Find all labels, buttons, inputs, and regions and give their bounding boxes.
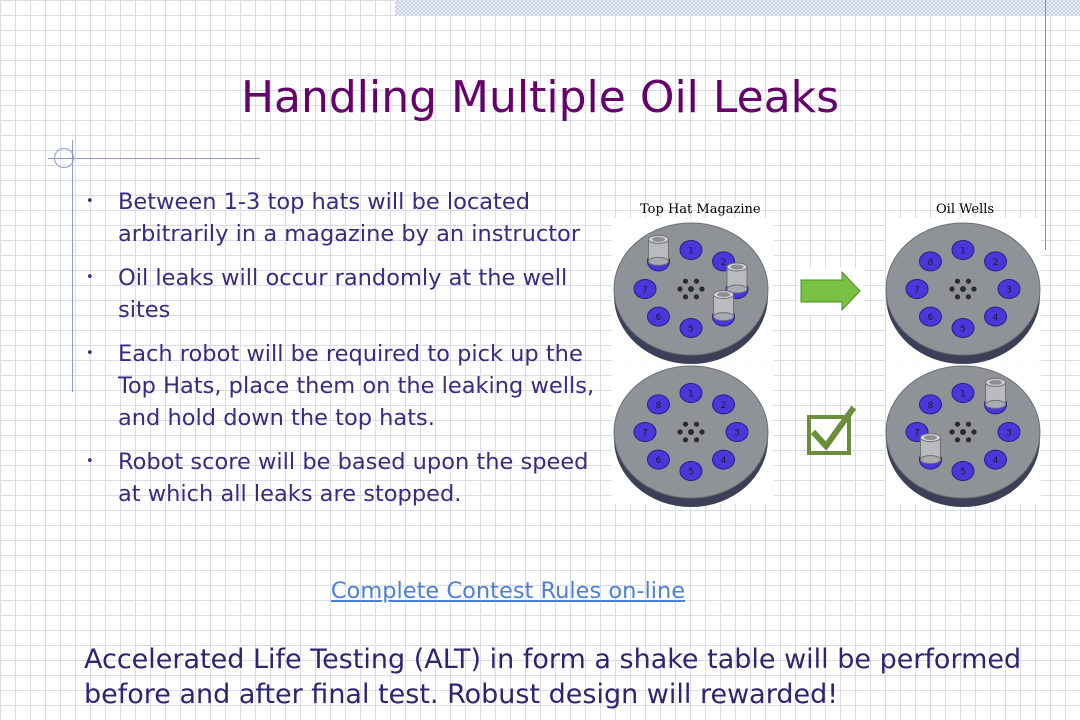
well-number: 8 xyxy=(655,400,662,411)
well-number: 4 xyxy=(992,313,999,324)
footer-statement: Accelerated Life Testing (ALT) in form a shake table will be performed before and after final test. Robust design will rewarded! xyxy=(84,644,1022,710)
bullet-text: Each robot will be required to pick up the Top Hats, place them on the leaking wells, and hold down the top hats. xyxy=(118,341,595,431)
slide-title: Handling Multiple Oil Leaks xyxy=(240,72,840,123)
well-number: 1 xyxy=(960,246,966,257)
well-number: 6 xyxy=(927,313,934,324)
well-number: 2 xyxy=(720,257,727,268)
well-number: 4 xyxy=(720,456,727,467)
bullet-text: Oil leaks will occur randomly at the well sites xyxy=(118,265,568,323)
well-number: 3 xyxy=(1006,285,1012,296)
well-number: 3 xyxy=(734,428,740,439)
bullet-dot: • xyxy=(86,454,94,469)
top-hat xyxy=(727,263,747,293)
oil-well-disk xyxy=(614,366,768,507)
bullet-dot: • xyxy=(86,194,94,209)
well-number: 1 xyxy=(960,389,966,400)
well-number: 7 xyxy=(914,285,920,296)
right-arrow-icon xyxy=(798,268,864,314)
top-hat xyxy=(986,378,1006,408)
well-number: 8 xyxy=(927,400,934,411)
top-hat xyxy=(920,434,940,464)
well-number: 5 xyxy=(688,324,694,335)
well-number: 5 xyxy=(688,467,694,478)
well-number: 5 xyxy=(960,324,966,335)
well-number: 8 xyxy=(927,257,934,268)
bullet-text: Between 1-3 top hats will be located arbitrarily in a magazine by an instructor xyxy=(118,189,581,247)
well-number: 1 xyxy=(688,389,694,400)
well-number: 7 xyxy=(914,428,920,439)
contest-rules-link[interactable]: Complete Contest Rules on-line xyxy=(330,578,686,604)
bullet-dot: • xyxy=(86,346,94,361)
oil-wells-label: Oil Wells xyxy=(936,202,995,217)
well-number: 1 xyxy=(688,246,694,257)
oil-well-disk xyxy=(886,223,1040,364)
well-number: 6 xyxy=(655,313,662,324)
well-number: 4 xyxy=(992,456,999,467)
bullet-text: Robot score will be based upon the speed at which all leaks are stopped. xyxy=(118,449,589,507)
well-number: 2 xyxy=(720,400,727,411)
oil-well-disk xyxy=(614,223,768,364)
top-hat-magazine-label: Top Hat Magazine xyxy=(640,202,761,217)
oil-well-disk xyxy=(886,366,1040,507)
well-number: 7 xyxy=(642,285,648,296)
top-hat xyxy=(648,235,668,265)
well-number: 2 xyxy=(992,257,999,268)
top-hat xyxy=(714,291,734,321)
checkbox-checked-icon xyxy=(809,410,852,453)
well-number: 3 xyxy=(1006,428,1012,439)
bullet-dot: • xyxy=(86,270,94,285)
well-number: 5 xyxy=(960,467,966,478)
well-number: 6 xyxy=(655,456,662,467)
well-number: 7 xyxy=(642,428,648,439)
